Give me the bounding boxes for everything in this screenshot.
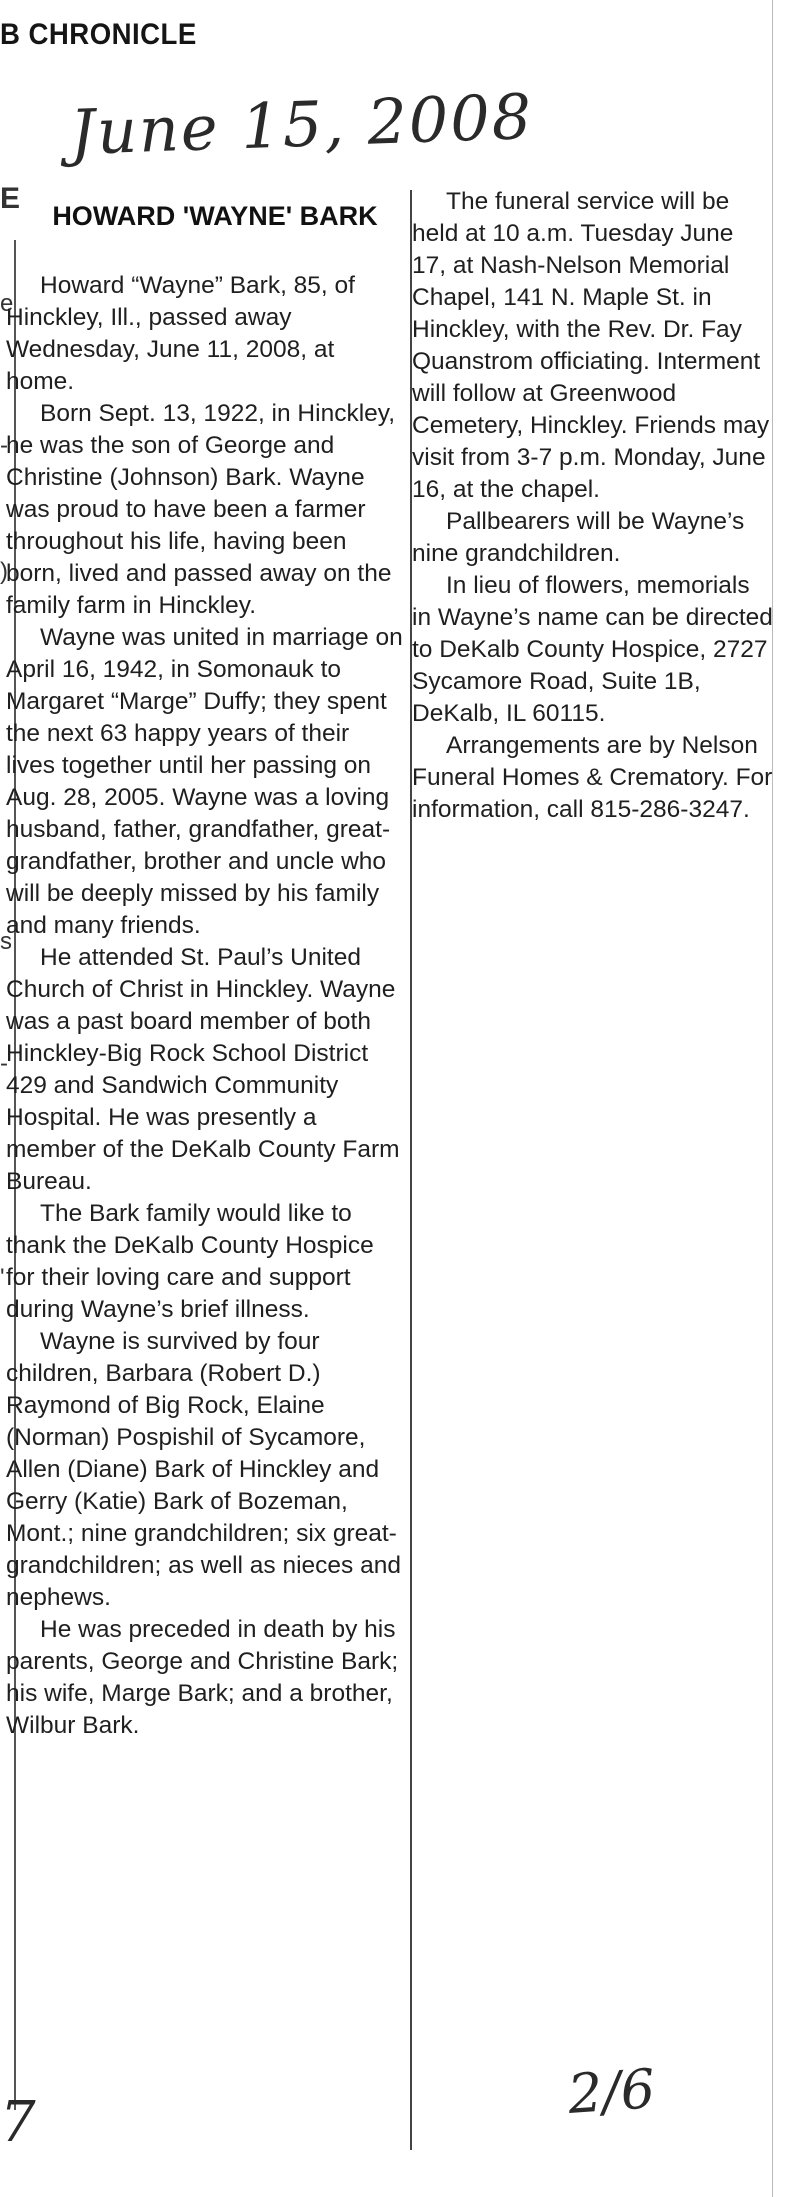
handwritten-page-number: 2/6 — [565, 2057, 657, 2126]
paragraph: Arrangements are by Nelson Funeral Homes & Crematory. For information, call 815-286-3247. — [412, 732, 773, 823]
paragraph: Wayne was united in marriage on April 16, 1942, in Somonauk to Margaret “Marge” Duffy; they spent the next 63 happy years of their lives together until her passing on Aug. 28, 2005. Wayne was a loving husband, father, grandfather, great-grandfather, brother and uncle who will be deeply missed by his family and many friends. — [6, 624, 403, 939]
paragraph: Pallbearers will be Wayne’s nine grandchildren. — [412, 508, 745, 567]
edge-fragment: - — [0, 1050, 8, 1077]
paragraph: Howard “Wayne” Bark, 85, of Hinckley, Ill., passed away Wednesday, June 11, 2008, at home. — [6, 272, 355, 395]
obituary-right-column — [412, 186, 774, 826]
paragraph: He was preceded in death by his parents, George and Christine Bark; his wife, Marge Bark; and a brother, Wilbur Bark. — [6, 1616, 399, 1739]
obituary-headline: HOWARD 'WAYNE' BARK — [52, 201, 378, 231]
paragraph: Born Sept. 13, 1922, in Hinckley, he was the son of George and Christine (Johnson) Bark. Wayne was proud to have been a farmer throughout his life, having been born, lived and passed away on the family farm in Hinckley. — [6, 400, 395, 619]
edge-fragment: - — [0, 432, 8, 459]
paragraph: The Bark family would like to thank the DeKalb County Hospice for their loving care and support during Wayne’s brief illness. — [6, 1200, 374, 1323]
handwritten-margin-mark: 7 — [0, 2090, 36, 2155]
edge-fragment: ' — [0, 1264, 5, 1291]
paragraph: In lieu of flowers, memorials in Wayne’s name can be directed to DeKalb County Hospice, 2727 Sycamore Road, Suite 1B, DeKalb, IL 60115. — [412, 572, 773, 727]
edge-fragment: e — [0, 290, 14, 317]
paragraph: The funeral service will be held at 10 a.m. Tuesday June 17, at Nash-Nelson Memorial Chapel, 141 N. Maple St. in Hinckley, with the Rev. Dr. Fay Quanstrom officiating. Interment will follow at Greenwood Cemetery, Hinckley. Friends may visit from 3-7 p.m. Monday, June 16, at the chapel. — [412, 188, 770, 503]
edge-fragment: ) — [0, 558, 8, 585]
paragraph: Wayne is survived by four children, Barbara (Robert D.) Raymond of Big Rock, Elaine (Norman) Pospishil of Sycamore, Allen (Diane) Bark of Hinckley and Gerry (Katie) Bark of Bozeman, Mont.; nine grandchildren; six great-grandchildren; as well as nieces and nephews. — [6, 1328, 401, 1611]
edge-fragment: s — [0, 928, 12, 955]
edge-fragment: E — [0, 182, 21, 215]
handwritten-date: June 15, 2008 — [68, 79, 535, 170]
obituary-left-column — [6, 270, 404, 1742]
paragraph: He attended St. Paul’s United Church of Christ in Hinckley. Wayne was a past board member of both Hinckley-Big Rock School District 429 and Sandwich Community Hospital. He was presently a member of the DeKalb County Farm Bureau. — [6, 944, 400, 1195]
newspaper-masthead: B CHRONICLE — [0, 18, 197, 51]
